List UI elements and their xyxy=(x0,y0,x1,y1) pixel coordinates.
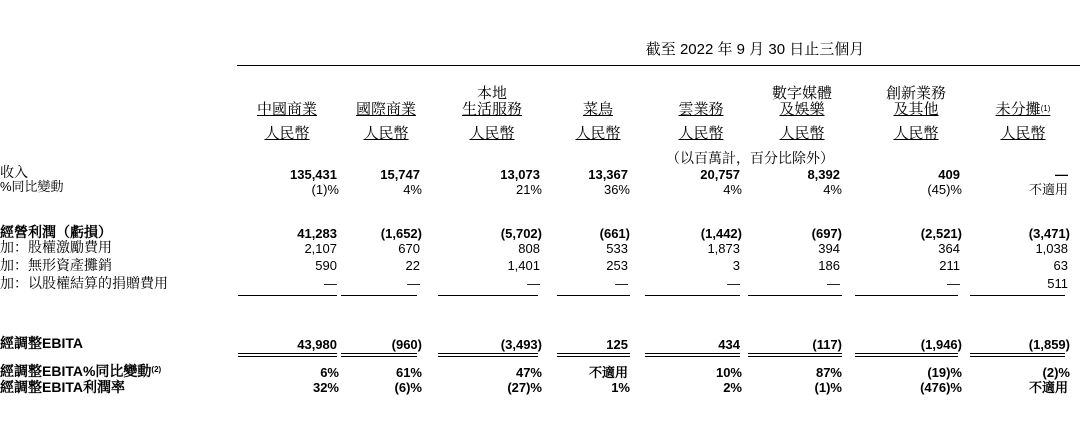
cell-sbc: 394 xyxy=(818,241,840,256)
segment-currency: 人民幣 xyxy=(1000,125,1046,142)
cell-sbc: 1,038 xyxy=(1035,241,1068,256)
cell-ebita-margin: 1% xyxy=(611,380,630,395)
segment-currency: 人民幣 xyxy=(893,125,939,142)
cell-op-income: (5,702) xyxy=(500,226,542,241)
segment-name-line: 生活服務 xyxy=(461,101,522,118)
cell-revenue: — xyxy=(1055,167,1068,182)
cell-ebita-yoy: (2)% xyxy=(1042,365,1070,380)
cell-donation: — xyxy=(407,276,420,291)
cell-sbc: 808 xyxy=(518,241,540,256)
cell-op-income: 41,283 xyxy=(297,226,337,241)
cell-ebita-margin: 32% xyxy=(312,380,339,395)
subtotal-rule xyxy=(238,295,337,296)
total-rule-bottom xyxy=(238,356,337,357)
cell-ebita-margin: (476)% xyxy=(920,380,962,395)
row-label-ebita-yoy xyxy=(0,364,161,378)
cell-amort: 590 xyxy=(315,258,337,273)
cell-revenue: 20,757 xyxy=(700,167,740,182)
total-rule-bottom xyxy=(557,356,630,357)
cell-ebita-yoy: 10% xyxy=(715,365,742,380)
cell-revenue: 13,073 xyxy=(500,167,540,182)
cell-ebita-margin: (6)% xyxy=(394,380,422,395)
cell-sbc: 1,873 xyxy=(707,241,740,256)
cell-ebita: (3,493) xyxy=(500,337,542,352)
total-rule-bottom xyxy=(748,356,842,357)
cell-donation: 511 xyxy=(1047,276,1068,291)
total-rule-bottom xyxy=(645,356,740,357)
total-rule-top xyxy=(238,353,337,354)
segment-name-line: 菜鳥 xyxy=(582,101,613,118)
total-rule-bottom xyxy=(438,356,538,357)
total-rule-top xyxy=(855,353,958,354)
cell-ebita: (1,946) xyxy=(920,337,962,352)
cell-ebita: (1,859) xyxy=(1028,337,1070,352)
cell-donation: — xyxy=(947,276,960,291)
ebita-yoy-label-text: 經調整EBITA%同比變動 xyxy=(0,363,152,379)
cell-ebita: 43,980 xyxy=(297,337,337,352)
segment-currency: 人民幣 xyxy=(575,125,621,142)
subtotal-rule xyxy=(438,295,538,296)
cell-op-income: (661) xyxy=(599,226,630,241)
subtotal-rule xyxy=(645,295,740,296)
cell-ebita-yoy: 47% xyxy=(515,365,542,380)
cell-revenue: 135,431 xyxy=(290,167,337,182)
cell-revenue-yoy: 4% xyxy=(823,182,842,197)
segment-name-line: 未分攤$^{(1)}$ xyxy=(995,101,1051,118)
cell-ebita: (960) xyxy=(391,337,422,352)
total-rule-bottom xyxy=(970,356,1065,357)
cell-revenue: 8,392 xyxy=(807,167,840,182)
segment-currency: 人民幣 xyxy=(363,125,409,142)
period-header: 截至 2022 年 9 月 30 日止三個月 xyxy=(645,41,865,58)
row-label-revenue: 收入 xyxy=(0,164,28,180)
ebita-yoy-footnote: (2) xyxy=(151,365,162,374)
unit-note: （以百萬計，百分比除外） xyxy=(666,150,834,166)
cell-revenue-yoy: 4% xyxy=(723,182,742,197)
segment-name-line: 國際商業 xyxy=(355,101,416,118)
cell-amort: 22 xyxy=(405,258,420,273)
cell-ebita-margin: 不適用 xyxy=(1028,380,1068,395)
total-rule-top xyxy=(748,353,842,354)
segment-currency: 人民幣 xyxy=(678,125,724,142)
cell-revenue-yoy: (1)% xyxy=(311,182,339,197)
row-label-donation: 加：以股權結算的捐贈費用 xyxy=(0,275,168,291)
cell-ebita-margin: 2% xyxy=(723,380,742,395)
cell-sbc: 533 xyxy=(606,241,628,256)
cell-revenue: 13,367 xyxy=(588,167,628,182)
cell-ebita-yoy: 61% xyxy=(395,365,422,380)
cell-sbc: 364 xyxy=(938,241,960,256)
cell-donation: — xyxy=(727,276,740,291)
cell-ebita: (117) xyxy=(812,337,842,352)
segment-name-line: 本地 xyxy=(476,85,507,102)
total-rule-top xyxy=(970,353,1065,354)
cell-revenue-yoy: 不適用 xyxy=(1028,182,1068,197)
cell-donation: — xyxy=(615,276,628,291)
cell-amort: 63 xyxy=(1053,258,1068,273)
subtotal-rule xyxy=(341,295,417,296)
row-label-amort: 加：無形資產攤銷 xyxy=(0,257,112,273)
cell-amort: 3 xyxy=(732,258,740,273)
cell-donation: — xyxy=(827,276,840,291)
cell-amort: 186 xyxy=(818,258,840,273)
cell-ebita-yoy: 不適用 xyxy=(588,365,628,380)
cell-revenue-yoy: (45)% xyxy=(927,182,962,197)
cell-ebita-margin: (27)% xyxy=(507,380,542,395)
segment-currency: 人民幣 xyxy=(469,125,515,142)
cell-revenue-yoy: 36% xyxy=(603,182,630,197)
cell-sbc: 2,107 xyxy=(304,241,337,256)
cell-ebita-yoy: 6% xyxy=(320,365,339,380)
row-label-ebita: 經調整EBITA xyxy=(0,335,83,351)
total-rule-top xyxy=(341,353,417,354)
segment-name-line: 數字媒體 xyxy=(771,85,832,102)
cell-amort: 211 xyxy=(939,258,960,273)
cell-ebita-yoy: 87% xyxy=(815,365,842,380)
segment-currency: 人民幣 xyxy=(264,125,310,142)
cell-op-income: (3,471) xyxy=(1028,226,1070,241)
total-rule-bottom xyxy=(341,356,417,357)
subtotal-rule xyxy=(970,295,1065,296)
cell-sbc: 670 xyxy=(398,241,420,256)
cell-revenue: 15,747 xyxy=(380,167,420,182)
segment-footnote: (1) xyxy=(1040,104,1051,113)
segment-name-line: 中國商業 xyxy=(256,101,317,118)
cell-donation: — xyxy=(324,276,337,291)
cell-revenue-yoy: 21% xyxy=(515,182,542,197)
segment-currency: 人民幣 xyxy=(779,125,825,142)
subtotal-rule xyxy=(748,295,842,296)
cell-amort: 253 xyxy=(606,258,628,273)
cell-op-income: (1,652) xyxy=(380,226,422,241)
cell-revenue: 409 xyxy=(938,167,960,182)
total-rule-top xyxy=(438,353,538,354)
header-rule xyxy=(237,65,1080,66)
cell-ebita-yoy: (19)% xyxy=(927,365,962,380)
row-label-op-income: 經營利潤（虧損） xyxy=(0,224,112,240)
row-label-ebita-margin: 經調整EBITA利潤率 xyxy=(0,379,125,395)
cell-ebita: 434 xyxy=(718,337,740,352)
row-label-sbc: 加：股權激勵費用 xyxy=(0,239,112,255)
subtotal-rule xyxy=(557,295,630,296)
total-rule-top xyxy=(645,353,740,354)
cell-op-income: (697) xyxy=(811,226,842,241)
cell-op-income: (1,442) xyxy=(700,226,742,241)
cell-revenue-yoy: 4% xyxy=(403,182,422,197)
segment-name-line: 雲業務 xyxy=(678,101,724,118)
cell-amort: 1,401 xyxy=(507,258,540,273)
cell-ebita-margin: (1)% xyxy=(814,380,842,395)
total-rule-bottom xyxy=(855,356,958,357)
segment-name-line: 及娛樂 xyxy=(779,101,825,118)
total-rule-top xyxy=(557,353,630,354)
cell-ebita: 125 xyxy=(606,337,628,352)
cell-donation: — xyxy=(527,276,540,291)
segment-name-line: 及其他 xyxy=(893,101,939,118)
subtotal-rule xyxy=(855,295,958,296)
cell-op-income: (2,521) xyxy=(920,226,962,241)
row-label-revenue-yoy: %同比變動 xyxy=(0,179,64,194)
segment-name-line: 創新業務 xyxy=(885,85,946,102)
